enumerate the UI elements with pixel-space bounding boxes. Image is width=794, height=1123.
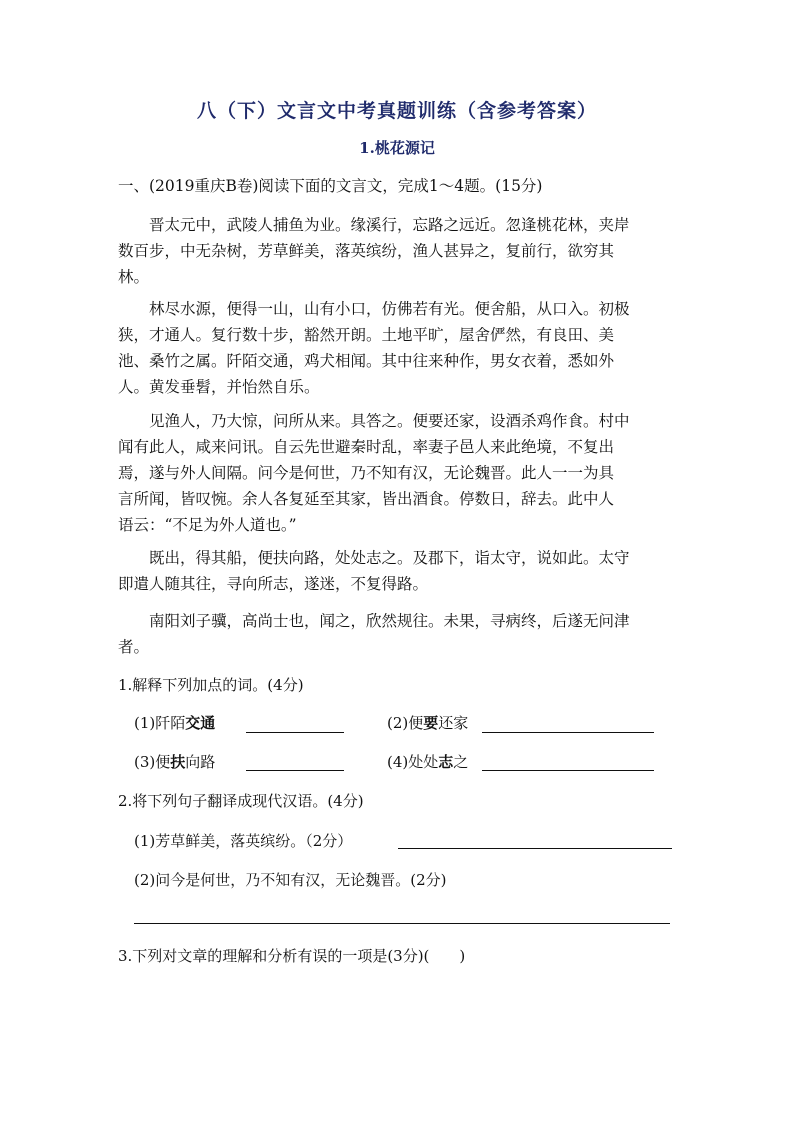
passage-paragraph-3 bbox=[118, 408, 676, 538]
q2-item-1: (1)芳草鲜美，落英缤纷。（2分） bbox=[134, 832, 353, 850]
passage-line: 既出，得其船，便扶向路，处处志之。及郡下，诣太守，说如此。太守 bbox=[149, 549, 630, 567]
passage-line: 林尽水源，便得一山，山有小口，仿佛若有光。便舍船，从口入。初极 bbox=[149, 300, 630, 318]
passage-line: 语云：“不足为外人道也。” bbox=[118, 516, 297, 534]
passage-paragraph-2 bbox=[118, 296, 676, 400]
answer-blank-3[interactable] bbox=[246, 770, 344, 771]
q1-item-4: (4)处处志之 bbox=[387, 753, 469, 771]
dotted-word: 要 bbox=[423, 714, 439, 732]
answer-blank-5[interactable] bbox=[398, 848, 672, 849]
passage-line: 池、桑竹之属。阡陌交通，鸡犬相闻。其中往来种作，男女衣着，悉如外 bbox=[118, 352, 615, 370]
dotted-word: 扶 bbox=[170, 753, 186, 771]
dotted-word: 志 bbox=[438, 753, 454, 771]
passage-line: 言所闻，皆叹惋。余人各复延至其家，皆出酒食。停数日，辞去。此中人 bbox=[118, 490, 615, 508]
passage-line: 狭，才通人。复行数十步，豁然开朗。土地平旷，屋舍俨然，有良田、美 bbox=[118, 326, 615, 344]
dotted-word: 交通 bbox=[185, 714, 216, 732]
passage-line: 见渔人，乃大惊，问所从来。具答之。便要还家，设酒杀鸡作食。村中 bbox=[149, 412, 630, 430]
q2-item-2: (2)问今是何世，乃不知有汉，无论魏晋。(2分) bbox=[134, 871, 447, 889]
passage-line: 数百步，中无杂树，芳草鲜美，落英缤纷，渔人甚异之，复前行，欲穷其 bbox=[118, 242, 615, 260]
passage-line: 焉，遂与外人间隔。问今是何世，乃不知有汉，无论魏晋。此人一一为具 bbox=[118, 464, 615, 482]
answer-blank-2[interactable] bbox=[482, 732, 654, 733]
question-1-stem: 1.解释下列加点的词。(4分) bbox=[118, 676, 304, 694]
answer-blank-4[interactable] bbox=[482, 770, 654, 771]
question-2-stem: 2.将下列句子翻译成现代汉语。(4分) bbox=[118, 792, 364, 810]
question-intro: 一、(2019重庆B卷)阅读下面的文言文，完成1～4题。(15分) bbox=[118, 177, 543, 195]
q1-item-text: (1)阡陌 bbox=[134, 714, 186, 732]
answer-blank-6[interactable] bbox=[134, 923, 670, 924]
q1-item-2: (2)便要还家 bbox=[387, 714, 469, 732]
passage-paragraph-1 bbox=[118, 212, 676, 290]
passage-line: 林。 bbox=[118, 268, 150, 286]
section-title: 1.桃花源记 bbox=[359, 139, 435, 157]
question-3-stem: 3.下列对文章的理解和分析有误的一项是(3分)( ) bbox=[118, 947, 466, 965]
passage-line: 晋太元中，武陵人捕鱼为业。缘溪行，忘路之远近。忽逢桃花林，夹岸 bbox=[149, 216, 630, 234]
q1-item-text: (3)便 bbox=[134, 753, 171, 771]
passage-line: 南阳刘子骥，高尚士也，闻之，欣然规往。未果，寻病终，后遂无问津 bbox=[149, 612, 630, 630]
answer-blank-1[interactable] bbox=[246, 732, 344, 733]
passage-paragraph-4 bbox=[118, 545, 676, 597]
q1-item-1 bbox=[134, 711, 215, 735]
passage-line: 人。黄发垂髫，并怡然自乐。 bbox=[118, 378, 320, 396]
passage-line: 闻有此人，咸来问讯。自云先世避秦时乱，率妻子邑人来此绝境，不复出 bbox=[118, 438, 615, 456]
q1-item-text: (4)处处 bbox=[387, 753, 439, 771]
passage-line: 即遣人随其往，寻向所志，遂迷，不复得路。 bbox=[118, 575, 429, 593]
q1-item-text: (2)便 bbox=[387, 714, 424, 732]
passage-paragraph-5 bbox=[118, 608, 676, 660]
q1-item-3: (3)便扶向路 bbox=[134, 753, 216, 771]
document-title: 八（下）文言文中考真题训练（含参考答案） bbox=[196, 100, 597, 122]
passage-line: 者。 bbox=[118, 638, 150, 656]
